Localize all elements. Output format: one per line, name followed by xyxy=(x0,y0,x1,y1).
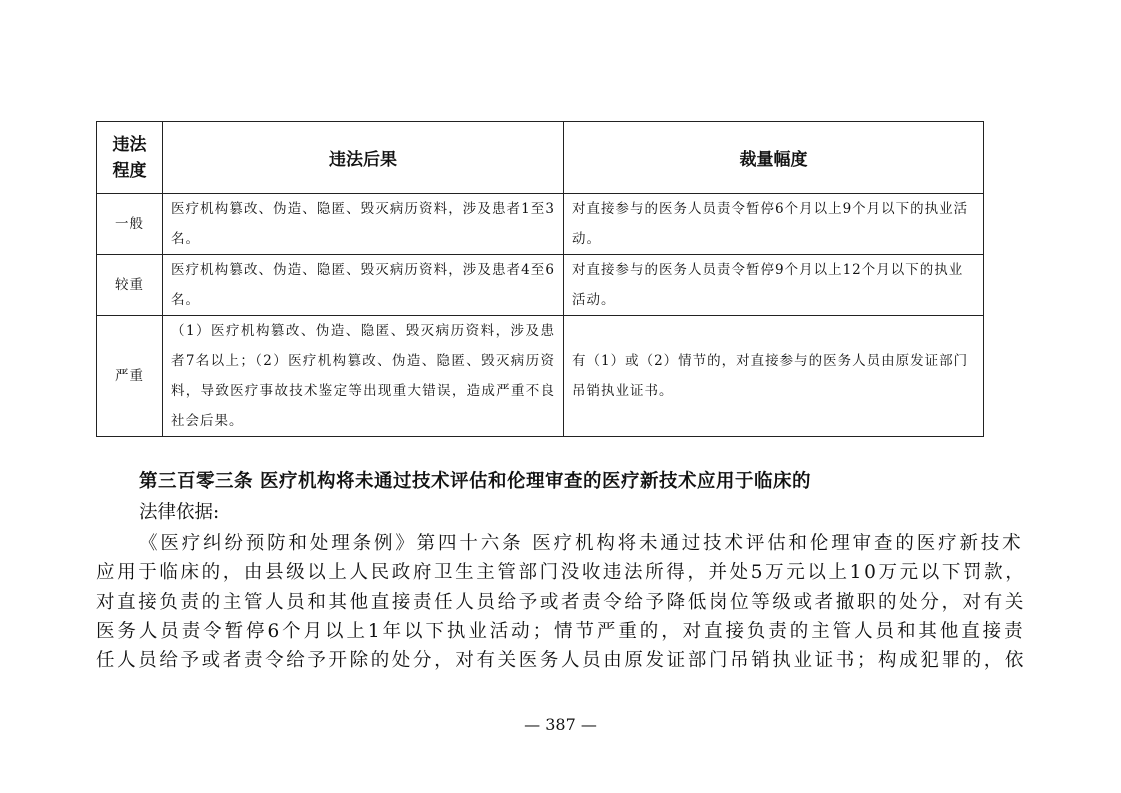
consequence-cell: 医疗机构篡改、伪造、隐匿、毁灭病历资料，涉及患者1至3名。 xyxy=(163,194,564,255)
degree-cell: 一般 xyxy=(97,194,163,255)
range-cell: 对直接参与的医务人员责令暂停6个月以上9个月以下的执业活动。 xyxy=(564,194,984,255)
body-text-line: 对直接负责的主管人员和其他直接责任人员给予或者责令给予降低岗位等级或者撤职的处分，对有关 xyxy=(96,592,1027,613)
body-text-line: 医务人员责令暂停6个月以上1年以下执业活动；情节严重的，对直接负责的主管人员和其他直接责 xyxy=(96,621,1026,642)
consequence-cell: （1）医疗机构篡改、伪造、隐匿、毁灭病历资料，涉及患者7名以上；（2）医疗机构篡改、伪造、隐匿、毁灭病历资料，导致医疗事故技术鉴定等出现重大错误，造成严重不良社会后果。 xyxy=(163,316,564,437)
header-degree xyxy=(97,122,163,194)
degree-cell: 较重 xyxy=(97,255,163,316)
range-cell: 有（1）或（2）情节的，对直接参与的医务人员由原发证部门吊销执业证书。 xyxy=(564,316,984,437)
article-title: 第三百零三条 医疗机构将未通过技术评估和伦理审查的医疗新技术应用于临床的 xyxy=(139,471,811,492)
body-text-line: 任人员给予或者责令给予开除的处分，对有关医务人员由原发证部门吊销执业证书；构成犯罪的，依 xyxy=(96,650,1027,671)
body-text-line: 《医疗纠纷预防和处理条例》第四十六条 医疗机构将未通过技术评估和伦理审查的医疗新技术 xyxy=(139,533,1024,554)
range-cell: 对直接参与的医务人员责令暂停9个月以上12个月以下的执业活动。 xyxy=(564,255,984,316)
consequence-cell: 医疗机构篡改、伪造、隐匿、毁灭病历资料，涉及患者4至6名。 xyxy=(163,255,564,316)
page-number: — 387 — xyxy=(524,715,597,734)
table-header-row xyxy=(97,122,984,194)
header-degree-line2: 程度 xyxy=(112,160,147,181)
table-row xyxy=(97,194,984,255)
degree-cell: 严重 xyxy=(97,316,163,437)
header-degree-line1: 违法 xyxy=(112,134,147,155)
discretion-table xyxy=(96,121,984,437)
header-consequence: 违法后果 xyxy=(163,122,564,194)
legal-basis-label: 法律依据: xyxy=(139,502,220,523)
table-row xyxy=(97,316,984,437)
header-range: 裁量幅度 xyxy=(564,122,984,194)
body-text-line: 应用于临床的，由县级以上人民政府卫生主管部门没收违法所得，并处5万元以上10万元以下罚款， xyxy=(96,562,1027,583)
table-row xyxy=(97,255,984,316)
